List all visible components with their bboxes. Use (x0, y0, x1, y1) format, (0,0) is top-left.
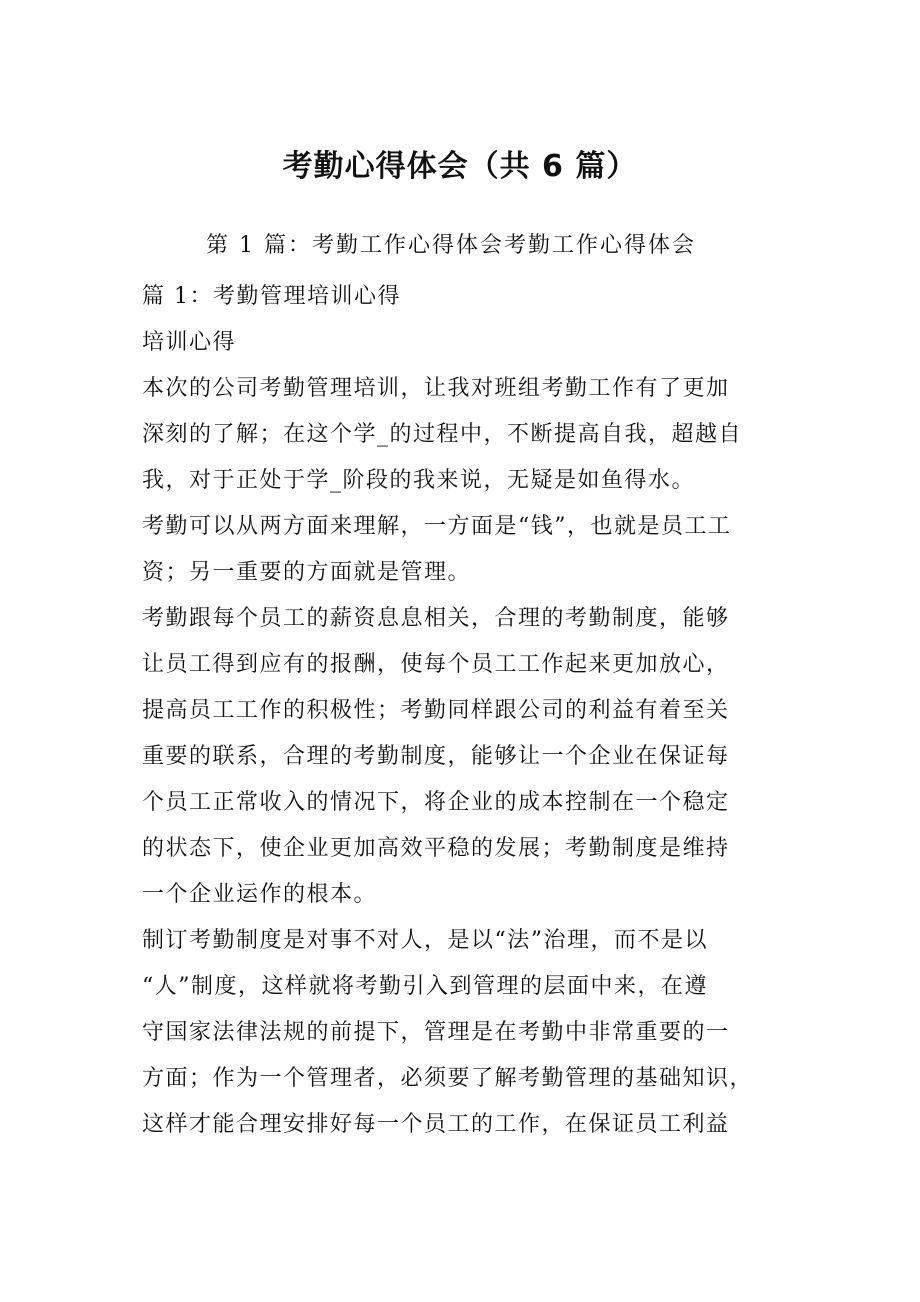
section-subheading: 培训心得 (142, 330, 237, 355)
paragraph-line: 本次的公司考勤管理培训，让我对班组考勤工作有了更加 (142, 376, 730, 401)
paragraph-line: 这样才能合理安排好每一个员工的工作，在保证员工利益 (142, 1112, 730, 1137)
paragraph-line: 制订考勤制度是对事不对人，是以“法”治理，而不是以 (142, 928, 708, 953)
paragraph-line: “人”制度，这样就将考勤引入到管理的层面中来，在遵 (142, 974, 708, 999)
paragraph-line: 守国家法律法规的前提下，管理是在考勤中非常重要的一 (142, 1020, 730, 1045)
section-heading: 篇 1：考勤管理培训心得 (142, 284, 401, 309)
paragraph-line: 考勤可以从两方面来理解，一方面是“钱”，也就是员工工 (142, 514, 732, 539)
paragraph-line: 方面；作为一个管理者，必须要了解考勤管理的基础知识， (142, 1066, 754, 1091)
paragraph-line: 我，对于正处于学_阶段的我来说，无疑是如鱼得水。 (142, 468, 696, 493)
paragraph-line: 重要的联系，合理的考勤制度，能够让一个企业在保证每 (142, 744, 730, 769)
paragraph-line: 资；另一重要的方面就是管理。 (142, 560, 472, 585)
paragraph-line: 一个企业运作的根本。 (142, 882, 378, 907)
paragraph-line: 深刻的了解；在这个学_的过程中，不断提高自我，超越自 (142, 422, 743, 447)
paragraph-line: 考勤跟每个员工的薪资息息相关，合理的考勤制度，能够 (142, 606, 730, 631)
paragraph-line: 提高员工工作的积极性；考勤同样跟公司的利益有着至关 (142, 698, 730, 723)
chapter-heading: 第 1 篇：考勤工作心得体会考勤工作心得体会 (206, 233, 696, 258)
paragraph-line: 的状态下，使企业更加高效平稳的发展；考勤制度是维持 (142, 836, 730, 861)
document-body (142, 274, 782, 1148)
paragraph-line: 让员工得到应有的报酬，使每个员工工作起来更加放心， (142, 652, 730, 677)
document-title: 考勤心得体会（共 6 篇） (282, 149, 638, 184)
paragraph-line: 个员工正常收入的情况下，将企业的成本控制在一个稳定 (142, 790, 730, 815)
